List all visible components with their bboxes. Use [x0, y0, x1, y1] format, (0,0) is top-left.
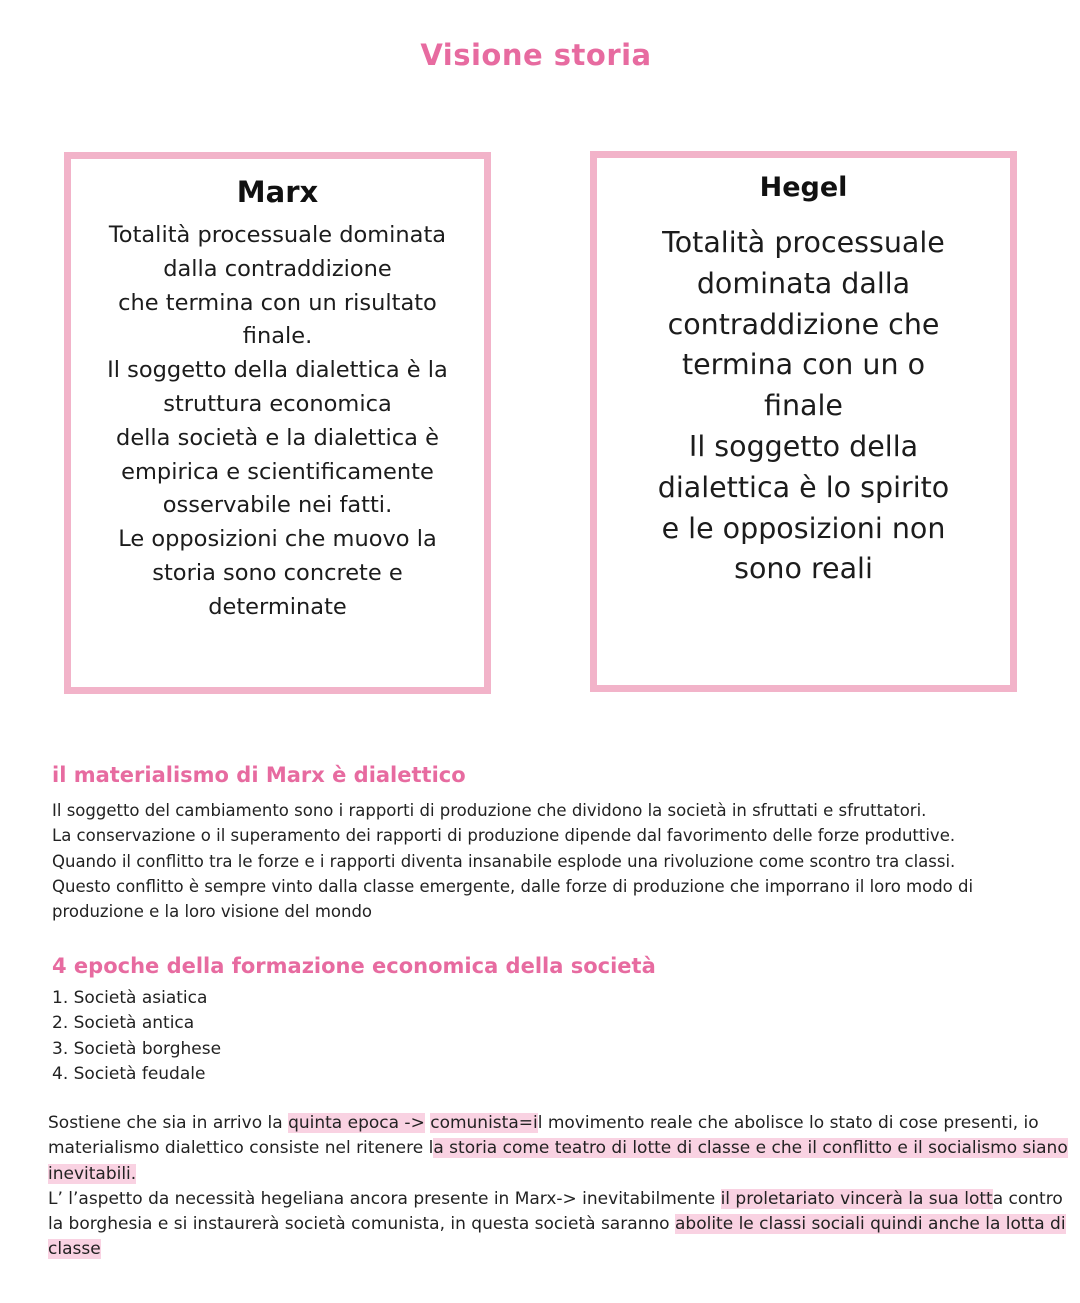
- text-span: a contro la borghesia e si instaurerà società comunista, in questa società saranno: [48, 1188, 1063, 1235]
- conclusion-paragraph: [48, 1111, 1074, 1263]
- highlighted-text: quinta epoca ->: [288, 1113, 425, 1133]
- page-title: Visione storia: [420, 38, 652, 72]
- hegel-card-body: Totalità processuale dominata dalla contraddizione che termina con un o finale Il soggetto della dialettica è lo spirito e le opposizioni non sono reali: [657, 226, 950, 586]
- materialism-line: Il soggetto del cambiamento sono i rapporti di produzione che dividono la società in sfruttati e sfruttatori.: [52, 801, 927, 820]
- materialism-line: Questo conflitto è sempre vinto dalla classe emergente, dalle forze di produzione che imporrano il loro modo di produzione e la loro visione del mondo: [52, 876, 974, 922]
- hegel-card: [590, 151, 1017, 692]
- text-span: L’ l’aspetto da necessità hegeliana ancora presente in Marx-> inevitabilmente: [48, 1188, 721, 1209]
- highlighted-text: a storia come teatro di lotte di classe e che il conflitto e il socialismo siano inevitabili.: [48, 1138, 1068, 1184]
- marx-card: [64, 152, 491, 694]
- materialism-paragraph: [52, 798, 1062, 924]
- list-item: 3. Società borghese: [52, 1038, 222, 1059]
- text-span: l movimento reale che abolisce lo stato di cose presenti, io materialismo dialettico consiste nel ritenere l: [48, 1113, 1039, 1159]
- list-item: 4. Società feudale: [52, 1063, 206, 1084]
- materialism-line: Quando il conflitto tra le forze e i rapporti diventa insanabile esplode una rivoluzione come scontro tra classi.: [52, 851, 956, 871]
- marx-card-title: Marx: [236, 175, 319, 209]
- marx-card-body: Totalità processuale dominata dalla contraddizione che termina con un risultato finale. Il soggetto della dialettica è la struttura economica della società e la dialettica è empirica e scientificamente osservabile nei fatti. Le opposizioni che muovo la storia sono concrete e determinate: [107, 222, 448, 620]
- hegel-card-title: Hegel: [759, 172, 848, 203]
- materialism-heading: il materialismo di Marx è dialettico: [52, 763, 466, 787]
- highlighted-text: abolite le classi sociali quindi anche la lotta di classe: [48, 1214, 1066, 1260]
- text-span: Sostiene che sia in arrivo la: [48, 1113, 289, 1133]
- highlighted-text: comunista=i: [430, 1113, 538, 1133]
- list-item: 1. Società asiatica: [52, 988, 208, 1008]
- epochs-heading: 4 epoche della formazione economica della società: [52, 954, 656, 978]
- materialism-line: La conservazione o il superamento dei rapporti di produzione dipende dal favorimento delle forze produttive.: [52, 826, 956, 846]
- list-item: 2. Società antica: [52, 1013, 195, 1034]
- epochs-list: [52, 986, 1062, 1087]
- highlighted-text: il proletariato vincerà la sua lott: [720, 1188, 993, 1209]
